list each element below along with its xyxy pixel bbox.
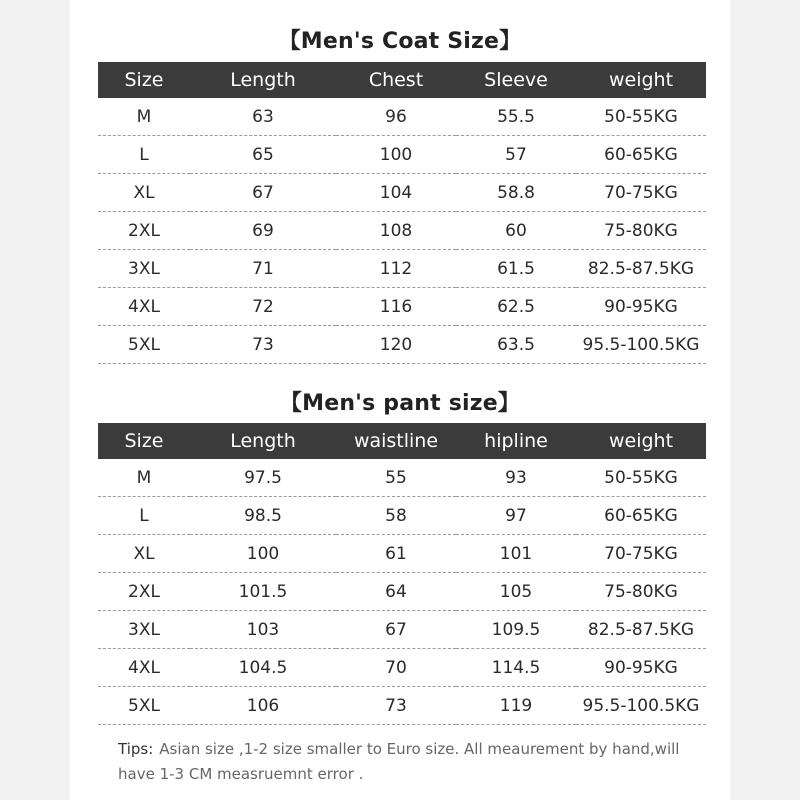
table-header-row bbox=[98, 62, 706, 98]
table-row bbox=[98, 611, 706, 649]
table-cell: 55 bbox=[336, 459, 456, 497]
table-cell: 70-75KG bbox=[576, 535, 706, 573]
table-row bbox=[98, 497, 706, 535]
table-cell: 58 bbox=[336, 497, 456, 535]
size-cell: XL bbox=[98, 535, 190, 573]
column-header: Sleeve bbox=[456, 62, 576, 98]
table-cell: 112 bbox=[336, 250, 456, 288]
table-row bbox=[98, 174, 706, 212]
table-cell: 96 bbox=[336, 98, 456, 136]
table-cell: 106 bbox=[190, 687, 336, 725]
table-cell: 70-75KG bbox=[576, 174, 706, 212]
size-cell: 4XL bbox=[98, 649, 190, 687]
column-header: waistline bbox=[336, 423, 456, 459]
table-cell: 62.5 bbox=[456, 288, 576, 326]
table-cell: 116 bbox=[336, 288, 456, 326]
table-cell: 55.5 bbox=[456, 98, 576, 136]
column-header: Chest bbox=[336, 62, 456, 98]
column-header: weight bbox=[576, 62, 706, 98]
table-cell: 101.5 bbox=[190, 573, 336, 611]
table-cell: 104.5 bbox=[190, 649, 336, 687]
table-cell: 109.5 bbox=[456, 611, 576, 649]
size-cell: XL bbox=[98, 174, 190, 212]
table-row bbox=[98, 250, 706, 288]
size-cell: 4XL bbox=[98, 288, 190, 326]
pant-size-table bbox=[98, 423, 706, 725]
size-cell: L bbox=[98, 497, 190, 535]
table-cell: 64 bbox=[336, 573, 456, 611]
table-cell: 120 bbox=[336, 326, 456, 364]
size-cell: M bbox=[98, 459, 190, 497]
table-row bbox=[98, 326, 706, 364]
table-cell: 98.5 bbox=[190, 497, 336, 535]
coat-size-table bbox=[98, 62, 706, 364]
table-cell: 61 bbox=[336, 535, 456, 573]
tips-label: Tips: bbox=[118, 740, 154, 758]
table-cell: 57 bbox=[456, 136, 576, 174]
table-row bbox=[98, 687, 706, 725]
table-row bbox=[98, 459, 706, 497]
column-header: Size bbox=[98, 423, 190, 459]
size-cell: 2XL bbox=[98, 212, 190, 250]
table-cell: 97.5 bbox=[190, 459, 336, 497]
table-cell: 60-65KG bbox=[576, 136, 706, 174]
table-cell: 104 bbox=[336, 174, 456, 212]
table-cell: 75-80KG bbox=[576, 573, 706, 611]
table-row bbox=[98, 212, 706, 250]
table-cell: 69 bbox=[190, 212, 336, 250]
table-row bbox=[98, 573, 706, 611]
table-cell: 65 bbox=[190, 136, 336, 174]
table-cell: 72 bbox=[190, 288, 336, 326]
column-header: Length bbox=[190, 62, 336, 98]
size-cell: 3XL bbox=[98, 611, 190, 649]
table-cell: 60 bbox=[456, 212, 576, 250]
column-header: Size bbox=[98, 62, 190, 98]
table-cell: 58.8 bbox=[456, 174, 576, 212]
size-cell: 5XL bbox=[98, 326, 190, 364]
table-cell: 82.5-87.5KG bbox=[576, 611, 706, 649]
size-cell: 3XL bbox=[98, 250, 190, 288]
column-header: Length bbox=[190, 423, 336, 459]
table-row bbox=[98, 288, 706, 326]
table-cell: 67 bbox=[336, 611, 456, 649]
table-cell: 63.5 bbox=[456, 326, 576, 364]
size-cell: 5XL bbox=[98, 687, 190, 725]
table-cell: 119 bbox=[456, 687, 576, 725]
table-row bbox=[98, 136, 706, 174]
table-cell: 100 bbox=[190, 535, 336, 573]
table-cell: 75-80KG bbox=[576, 212, 706, 250]
table-cell: 95.5-100.5KG bbox=[576, 326, 706, 364]
table-cell: 108 bbox=[336, 212, 456, 250]
table-row bbox=[98, 98, 706, 136]
table-cell: 95.5-100.5KG bbox=[576, 687, 706, 725]
size-cell: 2XL bbox=[98, 573, 190, 611]
size-cell: L bbox=[98, 136, 190, 174]
tips-text: Asian size ,1-2 size smaller to Euro size. All meaurement by hand,will have 1-3 CM measruemnt error . bbox=[118, 740, 680, 783]
table-cell: 50-55KG bbox=[576, 98, 706, 136]
table-cell: 103 bbox=[190, 611, 336, 649]
table-cell: 60-65KG bbox=[576, 497, 706, 535]
table-row bbox=[98, 649, 706, 687]
table-cell: 71 bbox=[190, 250, 336, 288]
table-cell: 100 bbox=[336, 136, 456, 174]
table-cell: 70 bbox=[336, 649, 456, 687]
size-cell: M bbox=[98, 98, 190, 136]
column-header: weight bbox=[576, 423, 706, 459]
table-cell: 97 bbox=[456, 497, 576, 535]
table-cell: 114.5 bbox=[456, 649, 576, 687]
table-cell: 82.5-87.5KG bbox=[576, 250, 706, 288]
table-cell: 63 bbox=[190, 98, 336, 136]
table-cell: 105 bbox=[456, 573, 576, 611]
table-cell: 73 bbox=[336, 687, 456, 725]
coat-size-title: 【Men's Coat Size】 bbox=[278, 29, 522, 54]
table-cell: 67 bbox=[190, 174, 336, 212]
table-cell: 90-95KG bbox=[576, 288, 706, 326]
table-cell: 73 bbox=[190, 326, 336, 364]
table-cell: 93 bbox=[456, 459, 576, 497]
table-header-row bbox=[98, 423, 706, 459]
table-cell: 90-95KG bbox=[576, 649, 706, 687]
table-row bbox=[98, 535, 706, 573]
tips-note bbox=[118, 737, 718, 787]
column-header: hipline bbox=[456, 423, 576, 459]
table-cell: 61.5 bbox=[456, 250, 576, 288]
table-cell: 101 bbox=[456, 535, 576, 573]
table-cell: 50-55KG bbox=[576, 459, 706, 497]
pant-size-title: 【Men's pant size】 bbox=[279, 391, 521, 416]
